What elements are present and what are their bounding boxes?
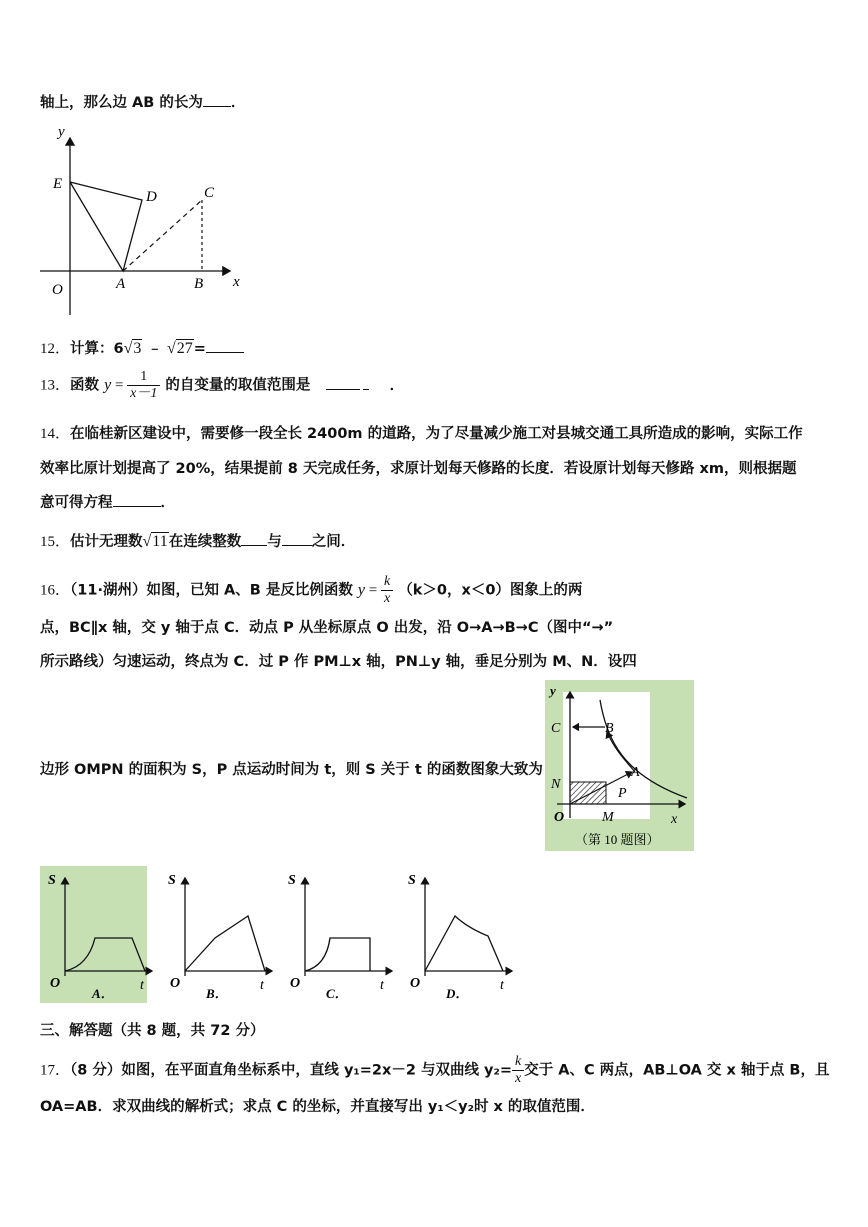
q11-label-c: C (204, 185, 215, 201)
svg-text:S: S (408, 873, 416, 888)
svg-text:C: C (551, 721, 561, 736)
svg-text:C．: C． (326, 986, 348, 1001)
q15-line: 15．估计无理数√11在连续整数 与 之间． (40, 533, 356, 550)
q13-line: 13．函数 y = $\frac{1}{x-1}$ 的自变量的取值范围是 ． (40, 369, 405, 401)
q16-line1: 16．（11·湖州）如图，已知 A、B 是反比例函数 y = $\frac{k}{x}$ （k＞0，x＜0）图象上的两 (40, 574, 583, 606)
svg-text:t: t (140, 978, 144, 993)
svg-text:t: t (380, 978, 384, 993)
svg-text:D．: D． (446, 986, 469, 1001)
svg-text:S: S (288, 873, 296, 888)
q11-label-d: D (146, 189, 157, 205)
svg-text:y: y (550, 683, 556, 698)
svg-text:O: O (290, 976, 301, 991)
svg-text:O: O (410, 976, 421, 991)
q11-label-y: y (58, 124, 65, 140)
q14-line3: 意可得方程 ． (40, 491, 175, 512)
q17-line2: OA=AB．求双曲线的解析式；求点 C 的坐标，并直接写出 y₁＜y₂时 x 的取值范围． (40, 1099, 595, 1115)
svg-text:A．: A． (92, 986, 114, 1001)
q11-label-x: x (233, 274, 240, 290)
svg-text:t: t (500, 978, 504, 993)
q12-line: 12．计算：6√3 ﹣ √27= (40, 337, 244, 358)
q11-label-b: B (194, 276, 204, 292)
q16-line4: 边形 OMPN 的面积为 S，P 点运动时间为 t，则 S 关于 t 的函数图象大致为 (40, 762, 543, 778)
svg-text:O: O (170, 976, 181, 991)
q11-triangle-ead (70, 182, 142, 271)
svg-text:P: P (618, 786, 627, 801)
svg-text:t: t (260, 978, 264, 993)
q14-line1: 14．在临桂新区建设中，需要修一段全长 2400m 的道路，为了尽量减少施工对县城交通工具所造成的影响，实际工作 (40, 426, 803, 442)
q16-option-d-curve (425, 916, 503, 971)
q16-option-b-curve (185, 916, 265, 971)
section3-title: 三、解答题（共 8 题，共 72 分） (40, 1023, 265, 1039)
svg-text:B: B (605, 721, 614, 736)
q11-text: 轴上，那么边 AB 的长为 ． (40, 91, 245, 112)
svg-text:S: S (168, 873, 176, 888)
q17-line1: 17．（8 分）如图，在平面直角坐标系中，直线 y₁=2x－2 与双曲线 y₂= $\frac{k}{x}$ 交于 A、C 两点，AB⊥OA 交 x 轴于点 B，且 (40, 1054, 830, 1086)
q14-line2: 效率比原计划提高了 20%，结果提前 8 天完成任务，求原计划每天修路的长度．若设原计划每天修路 xm，则根据题 (40, 461, 797, 477)
svg-text:O: O (50, 976, 61, 991)
q16-line3: 所示路线）匀速运动，终点为 C．过 P 作 PM⊥x 轴，PN⊥y 轴，垂足分别为 M、N．设四 (40, 654, 637, 670)
svg-text:B．: B． (206, 986, 228, 1001)
svg-text:S: S (48, 873, 56, 888)
q16-figure (545, 680, 695, 852)
q16-line2: 点，BC∥x 轴，交 y 轴于点 C．动点 P 从坐标原点 O 出发，沿 O→A→B→C（图中“→” (40, 620, 614, 636)
q11-label-e: E (53, 176, 63, 192)
svg-text:O: O (554, 810, 565, 825)
q11-label-a: A (116, 276, 126, 292)
q16-option-c-curve (305, 938, 370, 971)
svg-text:N: N (551, 777, 561, 792)
q16-option-a (40, 866, 158, 1004)
q11-label-o: O (52, 282, 63, 298)
q16-figure-caption: （第 10 题图） (575, 832, 660, 847)
q16-option-b (160, 866, 278, 1004)
q16-option-d (400, 866, 518, 1004)
q11-dashed-ac (123, 200, 202, 271)
svg-text:x: x (671, 812, 678, 827)
svg-text:M: M (602, 810, 614, 825)
q16-option-c (280, 866, 398, 1004)
q11-figure (38, 120, 258, 320)
svg-text:A: A (631, 765, 640, 780)
